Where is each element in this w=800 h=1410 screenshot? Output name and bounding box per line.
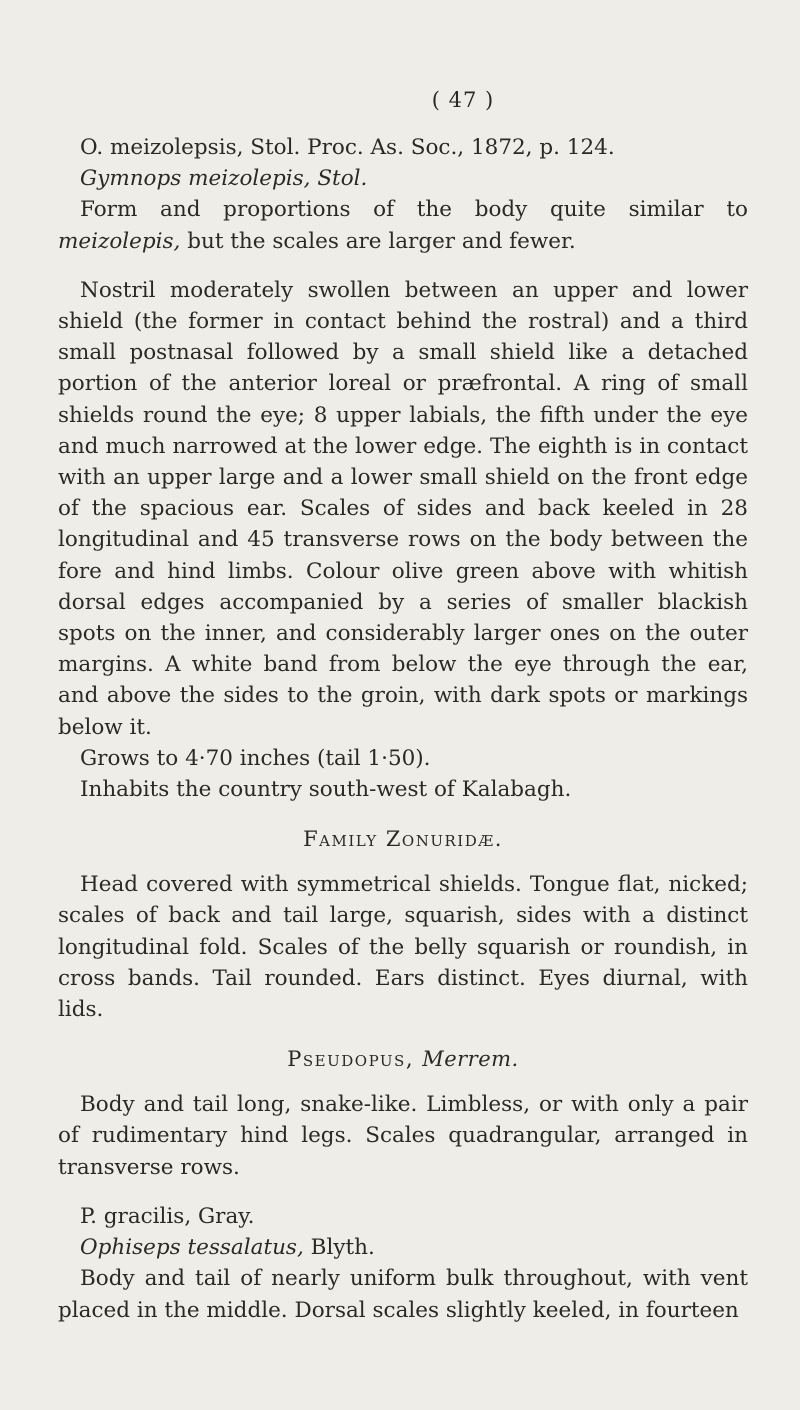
family-heading: Family Zonuridæ. (303, 827, 503, 852)
form-paragraph (58, 194, 748, 256)
species-reference-line: O. meizolepsis, Stol. Proc. As. Soc., 1872, p. 124. (80, 135, 615, 160)
genus-heading (58, 1047, 748, 1071)
genus-description: Body and tail long, snake-like. Limbless, or with only a pair of rudimentary hind legs. Scales quadrangular, arranged in transverse rows. (58, 1092, 748, 1180)
size-line: Grows to 4·70 inches (tail 1·50). (80, 745, 431, 771)
species-synonym-author: Blyth. (303, 1235, 375, 1261)
description-paragraph: Nostril moderately swollen between an upper and lower shield (the former in contact behind the rostral) and a third small postnasal followed by a small shield like a detached portion of the anterior loreal or præfrontal. A ring of small shields round the eye; 8 upper labials, the fifth under the eye and much narrowed at the lower edge. The eighth is in contact with an upper large and a lower small shield on the front edge of the spacious ear. Scales of sides and back keeled in 28 longitudinal and 45 transverse rows on the body between the fore and hind limbs. Colour olive green above with whitish dorsal edges accompanied by a series of smaller blackish spots on the inner, and considerably larger ones on the outer margins. A white band from below the eye through the ear, and above the sides to the groin, with dark spots or markings below it. (58, 277, 748, 740)
species-synonym-line (58, 1232, 748, 1263)
form-text-b: but the scales are larger and fewer. (180, 228, 576, 254)
page-number: ( 47 ) (431, 88, 495, 112)
species-synonym-name: Ophiseps tessalatus, (80, 1235, 304, 1261)
genus-author: Merrem. (422, 1047, 519, 1072)
form-text-italic: meizolepis, (58, 228, 181, 254)
species-name-line: P. gracilis, Gray. (80, 1203, 255, 1229)
synonym-line: Gymnops meizolepis, Stol. (80, 166, 368, 192)
family-description: Head covered with symmetrical shields. Tongue flat, nicked; scales of back and tail large, squarish, sides with a distinct longitudinal fold. Scales of the belly squarish or roundish, in cross bands. Tail rounded. Ears distinct. Eyes diurnal, with lids. (58, 872, 748, 1023)
habitat-line: Inhabits the country south-west of Kalabagh. (80, 777, 572, 803)
form-text-a: Form and proportions of the body quite similar to (80, 197, 748, 223)
species-description: Body and tail of nearly uniform bulk throughout, with vent placed in the middle. Dorsal scales slightly keeled, in fourteen (58, 1266, 748, 1323)
genus-name: Pseudopus, (287, 1047, 415, 1072)
document-page (58, 88, 748, 1326)
